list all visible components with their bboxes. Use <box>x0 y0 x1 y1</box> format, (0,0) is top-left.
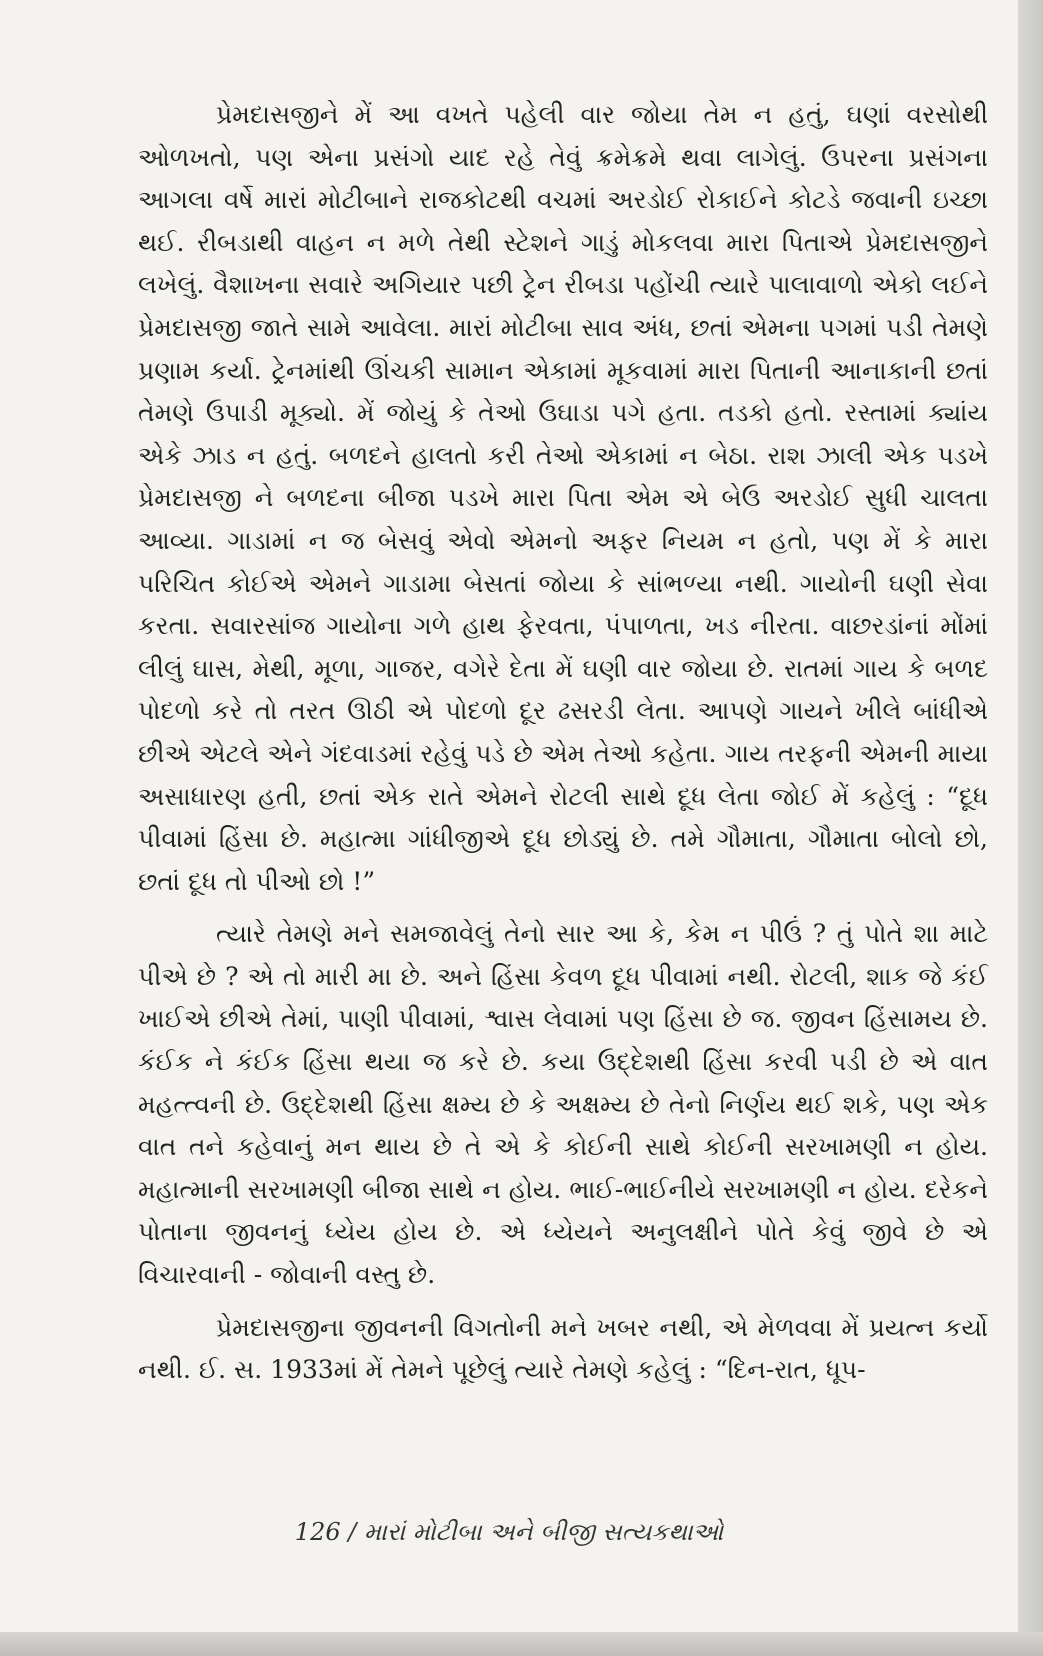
page-edge-right <box>1018 0 1043 1656</box>
page-footer: 126 / મારાં મોટીબા અને બીજી સત્યકથાઓ <box>294 1518 724 1546</box>
paragraph-3: પ્રેમદાસજીના જીવનની વિગતોની મને ખબર નથી, એ મેળવવા મેં પ્રયત્ન કર્યો નથી. ઈ. સ. 1933માં મેં તેમને પૂછેલું ત્યારે તેમણે કહેલું : “દિન-રાત, ધૂપ- <box>138 1312 988 1385</box>
page-edge-bottom <box>0 1632 1043 1656</box>
paragraph-1: પ્રેમદાસજીને મેં આ વખતે પહેલી વાર જોયા તેમ ન હતું, ઘણાં વરસોથી ઓળખતો, પણ એના પ્રસંગો યાદ રહે તેવું ક્રમેક્રમે થવા લાગેલું. ઉપરના પ્રસંગના આગલા વર્ષે મારાં મોટીબાને રાજકોટથી વચમાં અરડોઈ રોકાઈને કોટડે જવાની ઇચ્છા થઈ. રીબડાથી વાહન ન મળે તેથી સ્ટેશને ગાડું મોકલવા મારા પિતાએ પ્રેમદાસજીને લખેલું. વૈશાખના સવારે અગિયાર પછી ટ્રેન રીબડા પહોંચી ત્યારે પાલાવાળો એકો લઈને પ્રેમદાસજી જાતે સામે આવેલા. મારાં મોટીબા સાવ અંધ, છતાં એમના પગમાં પડી તેમણે પ્રણામ કર્યા. ટ્રેનમાંથી ઊંચકી સામાન એકામાં મૂકવામાં મારા પિતાની આનાકાની છતાં તેમણે ઉપાડી મૂક્યો. મેં જોયું કે તેઓ ઉઘાડા પગે હતા. તડકો હતો. રસ્તામાં ક્યાંય એકે ઝાડ ન હતું. બળદને હાલતો કરી તેઓ એકામાં ન બેઠા. રાશ ઝાલી એક પડખે પ્રેમદાસજી ને બળદના બીજા પડખે મારા પિતા એમ એ બેઉ અરડોઈ સુધી ચાલતા આવ્યા. ગાડામાં ન જ બેસવું એવો એમનો અફર નિયમ ન હતો, પણ મેં કે મારા પરિચિત કોઈએ એમને ગાડામા બેસતાં જોયા કે સાંભળ્યા નથી. ગાયોની ઘણી સેવા કરતા. સવારસાંજ ગાયોના ગળે હાથ ફેરવતા, પંપાળતા, ખડ નીરતા. વાછરડાંનાં મોંમાં લીલું ઘાસ, મેથી, મૂળા, ગાજર, વગેરે દેતા મેં ઘણી વાર જોયા છે. રાતમાં ગાય કે બળદ પોદળો કરે તો તરત ઊઠી એ પોદળો દૂર ઢસરડી લેતા. આપણે ગાયને ખીલે બાંધીએ છીએ એટલે એને ગંદવાડમાં રહેવું પડે છે એમ તેઓ કહેતા. ગાય તરફની એમની માયા અસાધારણ હતી, છતાં એક રાતે એમને રોટલી સાથે દૂધ લેતા જોઈ મેં કહેલું : “દૂધ પીવામાં હિંસા છે. મહાત્મા ગાંધીજીએ દૂધ છોડ્યું છે. તમે ગૌમાતા, ગૌમાતા બોલો છો, છતાં દૂધ તો પીઓ છો !” <box>138 100 988 896</box>
page-body-text <box>138 94 988 1392</box>
paragraph-2: ત્યારે તેમણે મને સમજાવેલું તેનો સાર આ કે, કેમ ન પીઉં ? તું પોતે શા માટે પીએ છે ? એ તો મારી મા છે. અને હિંસા કેવળ દૂધ પીવામાં નથી. રોટલી, શાક જે કંઈ ખાઈએ છીએ તેમાં, પાણી પીવામાં, શ્વાસ લેવામાં પણ હિંસા છે જ. જીવન હિંસામય છે. કંઈક ને કંઈક હિંસા થયા જ કરે છે. કયા ઉદ્દેશથી હિંસા કરવી પડી છે એ વાત મહત્ત્વની છે. ઉદ્દેશથી હિંસા ક્ષમ્ય છે કે અક્ષમ્ય છે તેનો નિર્ણય થઈ શકે, પણ એક વાત તને કહેવાનું મન થાય છે તે એ કે કોઈની સાથે કોઈની સરખામણી ન હોય. મહાત્માની સરખામણી બીજા સાથે ન હોય. ભાઈ-ભાઈનીયે સરખામણી ન હોય. દરેકને પોતાના જીવનનું ધ્યેય હોય છે. એ ધ્યેયને અનુલક્ષીને પોતે કેવું જીવે છે એ વિચારવાની - જોવાની વસ્તુ છે. <box>138 919 988 1290</box>
